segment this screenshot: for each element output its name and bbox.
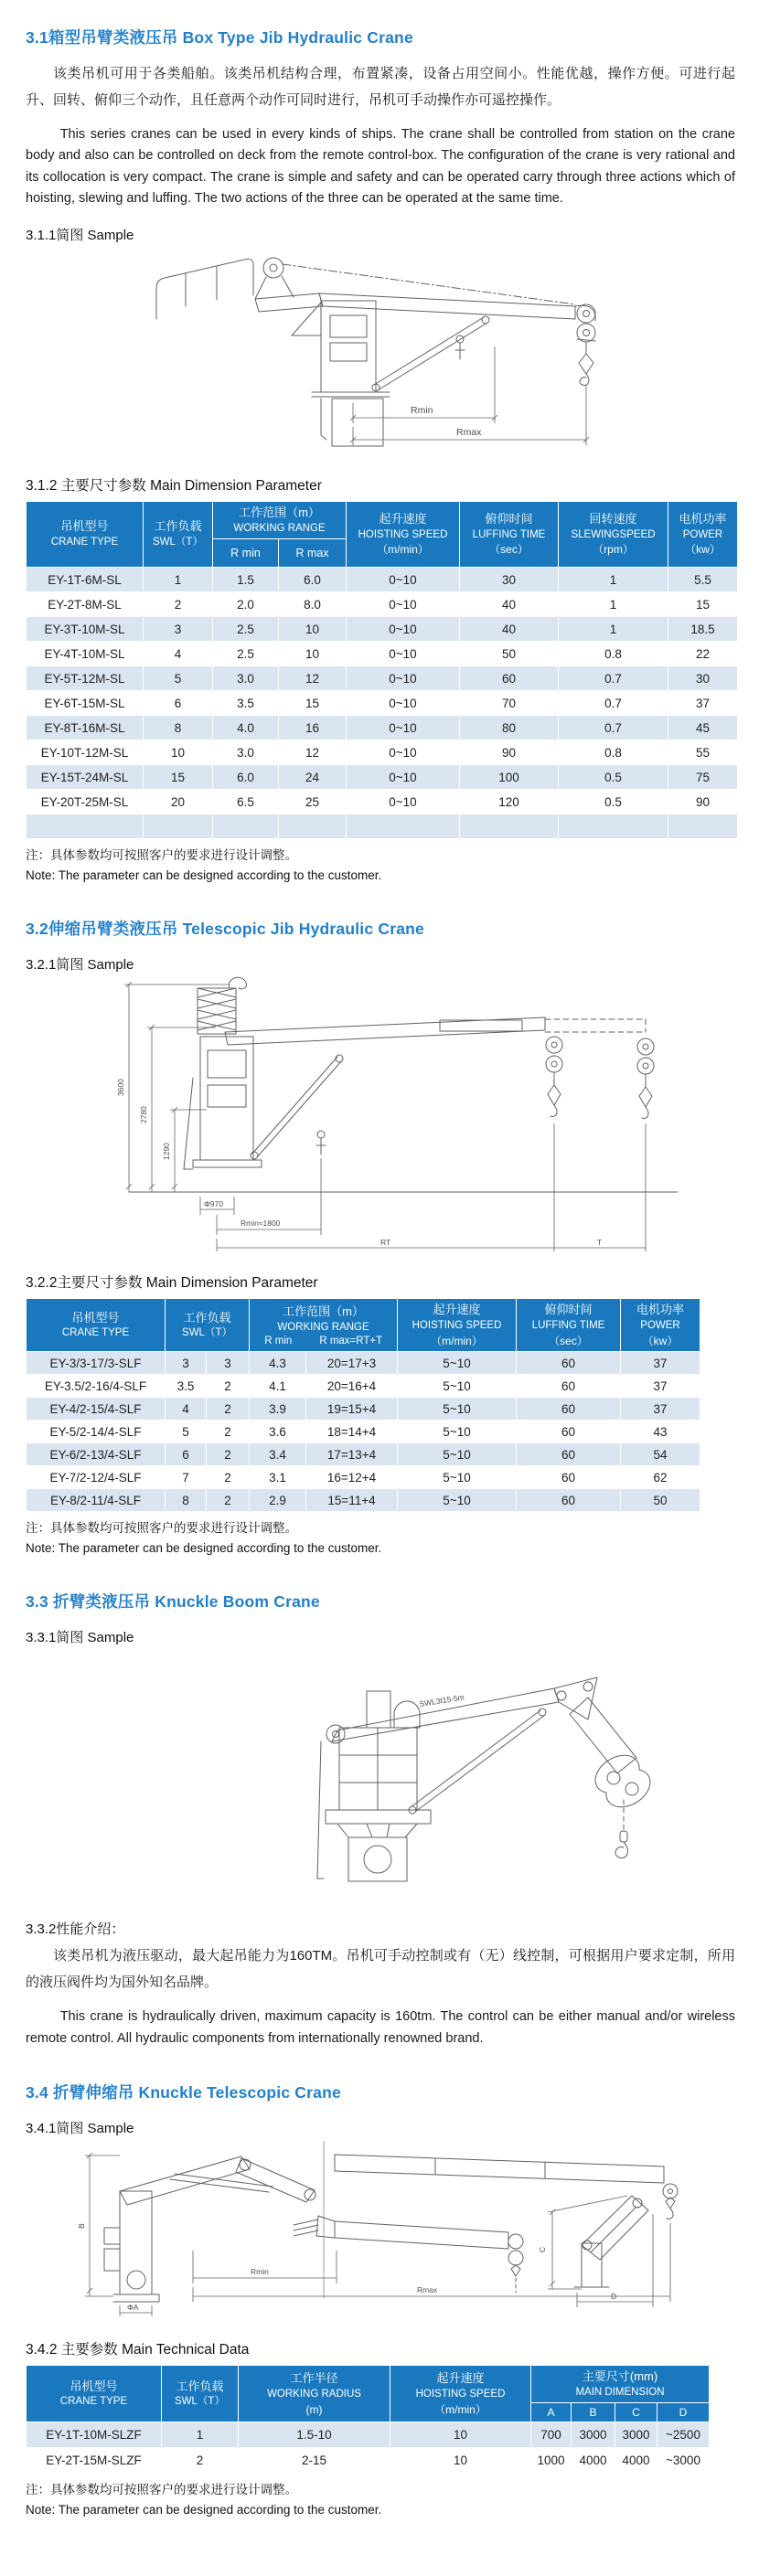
table-cell: 60 bbox=[517, 1489, 621, 1512]
dim-label-2780: 2780 bbox=[139, 1106, 148, 1124]
table-cell: 30 bbox=[668, 666, 738, 691]
table-cell: 2 bbox=[207, 1398, 250, 1421]
table-row bbox=[27, 1398, 700, 1421]
table-row bbox=[27, 2422, 710, 2448]
table-cell: 0~10 bbox=[347, 568, 460, 592]
table-cell: 2 bbox=[144, 592, 213, 617]
table-cell: 6.0 bbox=[213, 765, 279, 790]
main-technical-data-table bbox=[26, 2365, 710, 2474]
table-cell: 40 bbox=[460, 592, 559, 617]
table-cell: 3 bbox=[207, 1352, 250, 1375]
table-body bbox=[27, 2422, 710, 2474]
table-cell: 12 bbox=[279, 740, 347, 765]
table-cell: 30 bbox=[460, 568, 559, 592]
table-cell: 19=15+4 bbox=[306, 1398, 398, 1421]
table-row bbox=[27, 617, 738, 642]
table-cell: 2.5 bbox=[213, 617, 279, 642]
table-cell: 0~10 bbox=[347, 642, 460, 666]
table-cell: 2 bbox=[207, 1489, 250, 1512]
table-cell: 90 bbox=[668, 790, 738, 814]
table-cell: 1.5 bbox=[213, 568, 279, 592]
table-cell: 0.7 bbox=[559, 716, 668, 740]
table-cell: EY-3.5/2-16/4-SLF bbox=[27, 1375, 166, 1398]
table-cell: 7 bbox=[166, 1466, 207, 1489]
table-cell: EY-6T-15M-SL bbox=[27, 691, 144, 716]
table-title: 3.1.2 主要尺寸参数 Main Dimension Parameter bbox=[26, 477, 322, 494]
dim-label-phia: ΦA bbox=[127, 2303, 139, 2313]
table-cell: 3 bbox=[144, 617, 213, 642]
table-cell: 3.4 bbox=[250, 1443, 306, 1466]
table-row bbox=[27, 2448, 710, 2474]
table-cell: EY-5/2-14/4-SLF bbox=[27, 1421, 166, 1443]
section-knuckle-telescopic bbox=[26, 2081, 735, 2520]
section-title: 3.4 折臂伸缩吊 Knuckle Telescopic Crane bbox=[26, 2083, 341, 2102]
table-cell: 100 bbox=[460, 765, 559, 790]
table-cell: 4.3 bbox=[250, 1352, 306, 1375]
note-cn: 注：具体参数均可按照客户的要求进行设计调整。 bbox=[26, 848, 297, 863]
table-cell: 5 bbox=[166, 1421, 207, 1443]
col-header-luffing-time: 俯仰时间 LUFFING TIME （sec） bbox=[517, 1299, 621, 1352]
table-row bbox=[27, 765, 738, 790]
table-cell bbox=[460, 814, 559, 839]
table-cell: 3 bbox=[166, 1352, 207, 1375]
table-cell: 40 bbox=[460, 617, 559, 642]
table-cell: 5~10 bbox=[398, 1489, 517, 1512]
table-cell: 20=16+4 bbox=[306, 1375, 398, 1398]
dim-label-1290: 1290 bbox=[162, 1143, 171, 1161]
dim-label-rmin: Rmin bbox=[411, 404, 433, 416]
note-en: Note: The parameter can be designed according to the customer. bbox=[26, 2503, 382, 2517]
col-header-b: B bbox=[572, 2403, 615, 2422]
table-cell: 1 bbox=[144, 568, 213, 592]
table-cell: 16=12+4 bbox=[306, 1466, 398, 1489]
table-cell: 20 bbox=[144, 790, 213, 814]
table-cell: 0.8 bbox=[559, 740, 668, 765]
col-header-d: D bbox=[657, 2403, 710, 2422]
col-header-swl: 工作负载 SWL（T） bbox=[144, 501, 213, 567]
dim-label-dia970: Φ970 bbox=[204, 1199, 223, 1209]
table-cell: 15 bbox=[144, 765, 213, 790]
table-row bbox=[27, 592, 738, 617]
table-row bbox=[27, 716, 738, 740]
col-header-a: A bbox=[531, 2403, 572, 2422]
table-cell: 55 bbox=[668, 740, 738, 765]
table-cell: 2.5 bbox=[213, 642, 279, 666]
table-cell: 0~10 bbox=[347, 691, 460, 716]
table-row bbox=[27, 1443, 700, 1466]
section-telescopic-jib bbox=[26, 917, 735, 1559]
table-cell: 8 bbox=[144, 716, 213, 740]
table-cell: 1 bbox=[559, 568, 668, 592]
table-cell: 37 bbox=[621, 1352, 700, 1375]
col-header-crane-type: 吊机型号 CRANE TYPE bbox=[27, 1299, 166, 1352]
table-cell: 0~10 bbox=[347, 592, 460, 617]
table-cell: 22 bbox=[668, 642, 738, 666]
table-cell: 3.5 bbox=[213, 691, 279, 716]
table-cell: 6 bbox=[166, 1443, 207, 1466]
table-cell: 62 bbox=[621, 1466, 700, 1489]
col-header-crane-type: 吊机型号 CRANE TYPE bbox=[27, 2366, 162, 2422]
main-dimension-table-2 bbox=[26, 1298, 700, 1512]
table-cell: ~2500 bbox=[657, 2422, 710, 2448]
table-cell: 0~10 bbox=[347, 617, 460, 642]
col-header-swl: 工作负载 SWL（T） bbox=[166, 1299, 250, 1352]
table-cell: 10 bbox=[390, 2422, 531, 2448]
col-header-hoisting-speed: 起升速度 HOISTING SPEED （m/min） bbox=[347, 501, 460, 567]
col-header-crane-type: 吊机型号 CRANE TYPE bbox=[27, 501, 144, 567]
table-cell: 5~10 bbox=[398, 1443, 517, 1466]
table-cell: ~3000 bbox=[657, 2448, 710, 2474]
table-cell: 5~10 bbox=[398, 1466, 517, 1489]
col-header-power: 电机功率 POWER （kw） bbox=[668, 501, 738, 567]
table-cell: 0~10 bbox=[347, 765, 460, 790]
table-cell: 2.9 bbox=[250, 1489, 306, 1512]
table-cell: 80 bbox=[460, 716, 559, 740]
telescopic-jib-crane-diagram bbox=[47, 977, 714, 1253]
table-cell: 1 bbox=[162, 2422, 239, 2448]
col-header-swl: 工作负载 SWL（T） bbox=[162, 2366, 239, 2422]
table-cell: 3.1 bbox=[250, 1466, 306, 1489]
table-cell: 0.5 bbox=[559, 765, 668, 790]
table-cell: 54 bbox=[621, 1443, 700, 1466]
table-cell: 5~10 bbox=[398, 1421, 517, 1443]
note-en: Note: The parameter can be designed according to the customer. bbox=[26, 1541, 382, 1556]
dim-label-3600: 3600 bbox=[116, 1079, 125, 1097]
table-cell: 3000 bbox=[572, 2422, 615, 2448]
table-cell: 15 bbox=[279, 691, 347, 716]
table-cell bbox=[27, 814, 144, 839]
table-cell: 8 bbox=[166, 1489, 207, 1512]
sample-subtitle: 3.2.1简图 Sample bbox=[26, 957, 134, 974]
table-body bbox=[27, 1352, 700, 1512]
table-cell: 2 bbox=[207, 1466, 250, 1489]
table-row bbox=[27, 1352, 700, 1375]
table-cell: 8.0 bbox=[279, 592, 347, 617]
table-cell: 12 bbox=[279, 666, 347, 691]
table-title: 3.4.2 主要参数 Main Technical Data bbox=[26, 2342, 250, 2358]
table-cell: 37 bbox=[621, 1375, 700, 1398]
performance-subtitle: 3.3.2性能介绍： bbox=[26, 1921, 125, 1938]
table-cell: 25 bbox=[279, 790, 347, 814]
table-row bbox=[27, 1489, 700, 1512]
table-cell: 5~10 bbox=[398, 1375, 517, 1398]
table-row bbox=[27, 814, 738, 839]
table-row bbox=[27, 1421, 700, 1443]
table-cell: 2 bbox=[207, 1375, 250, 1398]
table-cell: 3.9 bbox=[250, 1398, 306, 1421]
table-cell: 50 bbox=[621, 1489, 700, 1512]
table-cell: 4 bbox=[166, 1398, 207, 1421]
box-jib-crane-diagram bbox=[47, 248, 714, 456]
table-cell: 0.8 bbox=[559, 642, 668, 666]
table-cell: EY-1T-6M-SL bbox=[27, 568, 144, 592]
col-header-hoisting-speed: 起升速度 HOISTING SPEED （m/min） bbox=[390, 2366, 531, 2422]
table-cell: 0.7 bbox=[559, 666, 668, 691]
table-cell: EY-2T-8M-SL bbox=[27, 592, 144, 617]
table-cell: 0.5 bbox=[559, 790, 668, 814]
table-cell: EY-5T-12M-SL bbox=[27, 666, 144, 691]
table-cell: 4.0 bbox=[213, 716, 279, 740]
table-cell bbox=[668, 814, 738, 839]
table-cell: 6.5 bbox=[213, 790, 279, 814]
table-row bbox=[27, 691, 738, 716]
note-en: Note: The parameter can be designed according to the customer. bbox=[26, 868, 382, 883]
table-row bbox=[27, 1466, 700, 1489]
table-cell: 10 bbox=[279, 642, 347, 666]
section-box-type-jib bbox=[26, 26, 735, 886]
table-cell: 2.0 bbox=[213, 592, 279, 617]
table-cell: EY-4T-10M-SL bbox=[27, 642, 144, 666]
table-cell: 15 bbox=[668, 592, 738, 617]
col-header-rmax: R max=RT+T bbox=[319, 1336, 383, 1347]
col-header-c: C bbox=[615, 2403, 657, 2422]
table-cell: 10 bbox=[390, 2448, 531, 2474]
col-header-main-dimension: 主要尺寸(mm) MAIN DIMENSION bbox=[531, 2366, 710, 2403]
col-header-working-range: 工作范围（m） WORKING RANGE bbox=[213, 501, 347, 538]
dim-label-rmin1800: Rmin≈1800 bbox=[241, 1219, 281, 1229]
col-header-working-radius: 工作半径 WORKING RADIUS (m) bbox=[239, 2366, 390, 2422]
dim-label-rmax: Rmax bbox=[456, 426, 482, 438]
table-cell: 10 bbox=[144, 740, 213, 765]
table-cell: 2 bbox=[207, 1421, 250, 1443]
note-cn: 注：具体参数均可按照客户的要求进行设计调整。 bbox=[26, 2483, 297, 2497]
section-title: 3.2伸缩吊臂类液压吊 Telescopic Jib Hydraulic Crane bbox=[26, 920, 424, 939]
col-header-rmin: R min bbox=[213, 539, 279, 568]
table-cell: EY-7/2-12/4-SLF bbox=[27, 1466, 166, 1489]
dim-label-c: C bbox=[538, 2246, 547, 2253]
table-cell: EY-20T-25M-SL bbox=[27, 790, 144, 814]
paragraph-en: This series cranes can be used in every kinds of ships. The crane shall be controlled from station on the crane body and also can be controlled on deck from the remote control-box. The configuration of the crane is very rational and its collocation is very compact. The crane is simple and safety and can be operated carry through three actions which of hoisting, slewing and luffing. The two actions of the three can be operated at the same time. bbox=[26, 127, 735, 207]
sample-subtitle: 3.3.1简图 Sample bbox=[26, 1630, 134, 1646]
table-cell: EY-2T-15M-SLZF bbox=[27, 2448, 162, 2474]
table-cell: 60 bbox=[517, 1398, 621, 1421]
table-cell: 4000 bbox=[572, 2448, 615, 2474]
table-cell: 120 bbox=[460, 790, 559, 814]
table-cell: 60 bbox=[517, 1443, 621, 1466]
table-cell: EY-10T-12M-SL bbox=[27, 740, 144, 765]
table-cell: 15=11+4 bbox=[306, 1489, 398, 1512]
table-cell: 2 bbox=[162, 2448, 239, 2474]
paragraph-en: This crane is hydraulically driven, maximum capacity is 160tm. The control can be either manual and/or wireless remote control. All hydraulic components from internationally renowned brand. bbox=[26, 2009, 735, 2046]
table-cell: 60 bbox=[517, 1375, 621, 1398]
table-cell: EY-1T-10M-SLZF bbox=[27, 2422, 162, 2448]
table-cell: 43 bbox=[621, 1421, 700, 1443]
table-cell: 6.0 bbox=[279, 568, 347, 592]
dim-label-rt: RT bbox=[380, 1238, 391, 1248]
table-row bbox=[27, 666, 738, 691]
table-cell: 4 bbox=[144, 642, 213, 666]
col-header-working-range: 工作范围（m） WORKING RANGE R min R max=RT+T bbox=[250, 1299, 398, 1352]
table-cell: 18.5 bbox=[668, 617, 738, 642]
table-cell bbox=[144, 814, 213, 839]
table-cell: 0~10 bbox=[347, 666, 460, 691]
table-cell: 0~10 bbox=[347, 716, 460, 740]
table-cell: 1.5-10 bbox=[239, 2422, 390, 2448]
table-cell: EY-8/2-11/4-SLF bbox=[27, 1489, 166, 1512]
table-cell: 3.0 bbox=[213, 666, 279, 691]
table-cell: EY-6/2-13/4-SLF bbox=[27, 1443, 166, 1466]
table-cell: 70 bbox=[460, 691, 559, 716]
table-cell: 20=17+3 bbox=[306, 1352, 398, 1375]
dim-label-rmin: Rmin bbox=[251, 2267, 269, 2277]
knuckle-boom-crane-diagram bbox=[47, 1650, 714, 1904]
dim-label-t: T bbox=[597, 1238, 603, 1248]
table-cell: 60 bbox=[517, 1466, 621, 1489]
table-cell: 60 bbox=[517, 1421, 621, 1443]
table-cell bbox=[279, 814, 347, 839]
table-header bbox=[27, 501, 738, 567]
table-cell: 45 bbox=[668, 716, 738, 740]
col-header-luffing-time: 俯仰时间 LUFFING TIME （sec） bbox=[460, 501, 559, 567]
col-header-hoisting-speed: 起升速度 HOISTING SPEED （m/min） bbox=[398, 1299, 517, 1352]
sample-subtitle: 3.4.1简图 Sample bbox=[26, 2121, 134, 2137]
table-cell: 3000 bbox=[615, 2422, 657, 2448]
table-row bbox=[27, 740, 738, 765]
table-cell: 5.5 bbox=[668, 568, 738, 592]
paragraph-cn: 该类吊机为液压驱动，最大起吊能力为160TM。吊机可手动控制或有（无）线控制，可根据用户要求定制，所用的液压阀件均为国外知名品牌。 bbox=[26, 1948, 735, 1990]
col-header-rmin: R min bbox=[264, 1336, 293, 1347]
table-cell: 0.7 bbox=[559, 691, 668, 716]
table-cell: 4000 bbox=[615, 2448, 657, 2474]
table-cell: 18=14+4 bbox=[306, 1421, 398, 1443]
table-cell: 1 bbox=[559, 617, 668, 642]
table-cell: 4.1 bbox=[250, 1375, 306, 1398]
table-cell bbox=[347, 814, 460, 839]
table-cell: 5~10 bbox=[398, 1398, 517, 1421]
table-header bbox=[27, 2366, 710, 2422]
table-title: 3.2.2主要尺寸参数 Main Dimension Parameter bbox=[26, 1275, 318, 1292]
table-cell bbox=[213, 814, 279, 839]
table-cell: 5~10 bbox=[398, 1352, 517, 1375]
table-cell: 37 bbox=[668, 691, 738, 716]
section-title: 3.3 折臂类液压吊 Knuckle Boom Crane bbox=[26, 1592, 320, 1612]
col-header-power: 电机功率 POWER （kw） bbox=[621, 1299, 700, 1352]
table-row bbox=[27, 1375, 700, 1398]
table-cell: 60 bbox=[517, 1352, 621, 1375]
table-cell: 37 bbox=[621, 1398, 700, 1421]
col-header-slewing-speed: 回转速度 SLEWINGSPEED （rpm） bbox=[559, 501, 668, 567]
main-dimension-table-1 bbox=[26, 501, 738, 839]
dim-label-rmax: Rmax bbox=[417, 2285, 438, 2295]
table-cell: EY-4/2-15/4-SLF bbox=[27, 1398, 166, 1421]
knuckle-telescopic-crane-diagram bbox=[33, 2141, 728, 2320]
section-title: 3.1箱型吊臂类液压吊 Box Type Jib Hydraulic Crane bbox=[26, 28, 413, 47]
note-cn: 注：具体参数均可按照客户的要求进行设计调整。 bbox=[26, 1521, 297, 1536]
table-row bbox=[27, 568, 738, 592]
table-cell: EY-8T-16M-SL bbox=[27, 716, 144, 740]
table-cell: EY-3/3-17/3-SLF bbox=[27, 1352, 166, 1375]
table-row bbox=[27, 790, 738, 814]
table-cell: 24 bbox=[279, 765, 347, 790]
table-cell: 16 bbox=[279, 716, 347, 740]
table-cell: 50 bbox=[460, 642, 559, 666]
table-cell bbox=[559, 814, 668, 839]
paragraph-cn: 该类吊机可用于各类船舶。该类吊机结构合理，布置紧凑，设备占用空间小。性能优越，操作方便。可进行起升、回转、俯仰三个动作，且任意两个动作可同时进行，吊机可手动操作亦可遥控操作。 bbox=[26, 66, 735, 108]
table-cell: 0~10 bbox=[347, 740, 460, 765]
table-row bbox=[27, 642, 738, 666]
table-cell: 60 bbox=[460, 666, 559, 691]
table-cell: 2-15 bbox=[239, 2448, 390, 2474]
table-cell: 1000 bbox=[531, 2448, 572, 2474]
table-cell: 2 bbox=[207, 1443, 250, 1466]
table-cell: 3.5 bbox=[166, 1375, 207, 1398]
table-cell: 17=13+4 bbox=[306, 1443, 398, 1466]
dim-label-d: D bbox=[611, 2292, 617, 2302]
sample-subtitle: 3.1.1简图 Sample bbox=[26, 227, 134, 243]
table-cell: EY-3T-10M-SL bbox=[27, 617, 144, 642]
table-cell: 5 bbox=[144, 666, 213, 691]
boom-swl-label: SWL3t15-5m bbox=[418, 1692, 465, 1709]
table-cell: 3.6 bbox=[250, 1421, 306, 1443]
dim-label-b: B bbox=[77, 2223, 86, 2230]
table-cell: 0~10 bbox=[347, 790, 460, 814]
section-knuckle-boom bbox=[26, 1590, 735, 2049]
table-body bbox=[27, 568, 738, 839]
table-header bbox=[27, 1299, 700, 1352]
table-cell: EY-15T-24M-SL bbox=[27, 765, 144, 790]
table-cell: 1 bbox=[559, 592, 668, 617]
table-cell: 6 bbox=[144, 691, 213, 716]
table-cell: 700 bbox=[531, 2422, 572, 2448]
table-cell: 75 bbox=[668, 765, 738, 790]
table-cell: 10 bbox=[279, 617, 347, 642]
table-cell: 3.0 bbox=[213, 740, 279, 765]
col-header-rmax: R max bbox=[279, 539, 347, 568]
table-cell: 90 bbox=[460, 740, 559, 765]
